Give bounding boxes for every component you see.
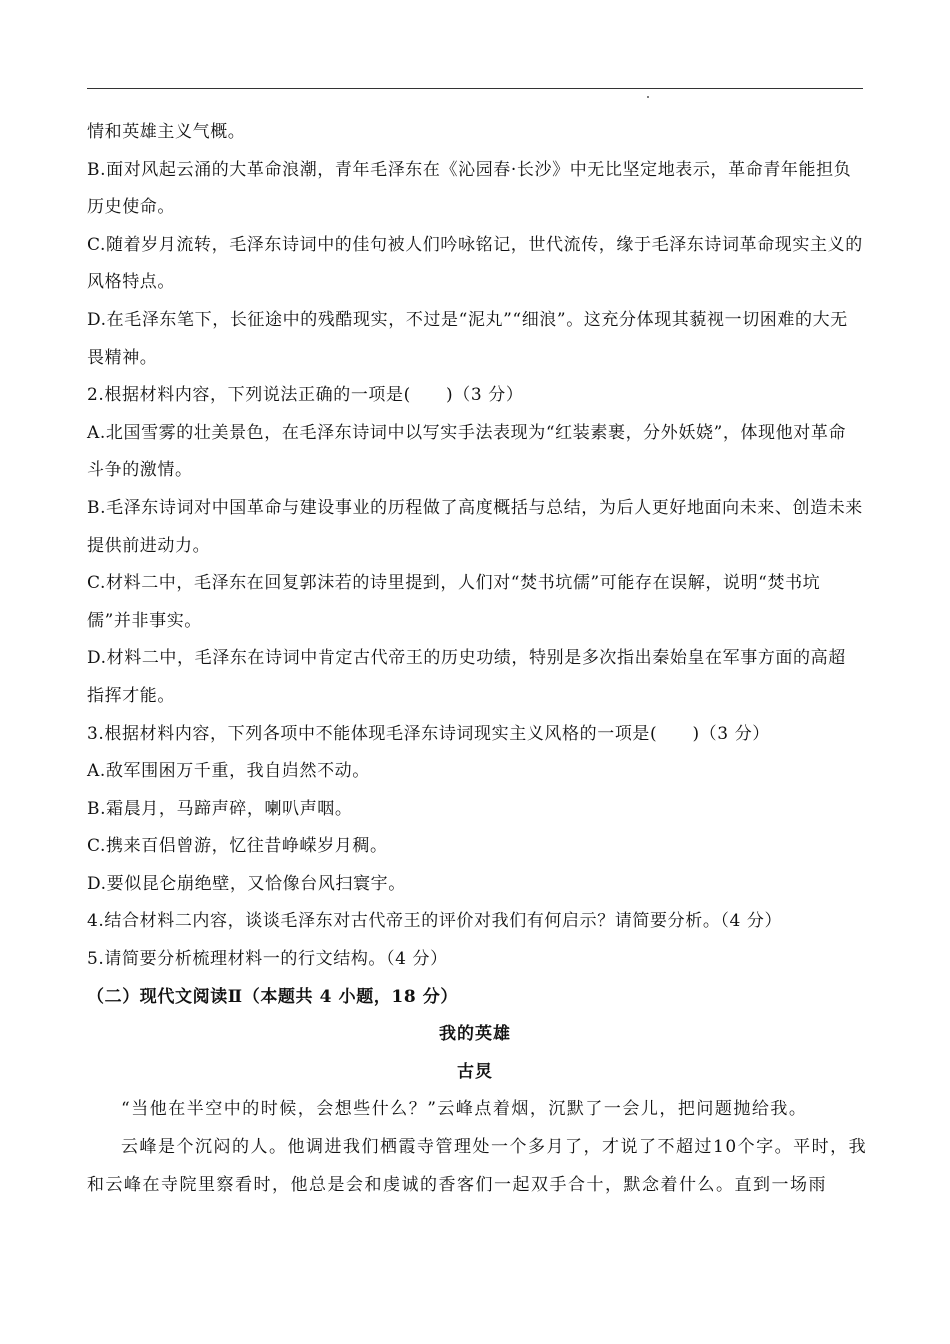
q3-option-d: D.要似昆仑崩绝壁，又恰像台风扫寰宇。 <box>87 873 406 894</box>
story-title: 我的英雄 <box>439 1024 511 1045</box>
q2-option-b: B.毛泽东诗词对中国革命与建设事业的历程做了高度概括与总结，为后人更好地面向未来、创造未来提供前进动力。 <box>87 497 863 556</box>
story-paragraph-1: “当他在半空中的时候，会想些什么？”云峰点着烟，沉默了一会儿，把问题抛给我。 <box>121 1099 808 1120</box>
q3-option-b: B.霜晨月，马蹄声碎，喇叭声咽。 <box>87 798 353 819</box>
story-author: 古炅 <box>457 1061 493 1082</box>
q2-option-c: C.材料二中，毛泽东在回复郭沫若的诗里提到，人们对“焚书坑儒”可能存在误解，说明“焚书坑儒”并非事实。 <box>87 573 821 631</box>
q5-stem: 5.请简要分析梳理材料一的行文结构。（4 分） <box>87 949 448 970</box>
q3-stem: 3.根据材料内容，下列各项中不能体现毛泽东诗词现实主义风格的一项是( )（3 分） <box>87 723 770 744</box>
q2-option-a: A.北国雪雾的壮美景色，在毛泽东诗词中以写实手法表现为“红装素裹，分外妖娆”，体现他对革命斗争的激情。 <box>87 422 847 481</box>
q2-stem: 2.根据材料内容，下列说法正确的一项是( )（3 分） <box>87 385 524 406</box>
header-dot <box>647 96 649 98</box>
section-title: （二）现代文阅读Ⅱ（本题共 4 小题，18 分） <box>87 986 458 1007</box>
q1-option-d: D.在毛泽东笔下，长征途中的残酷现实，不过是“泥丸”“细浪”。这充分体现其藐视一切困难的大无畏精神。 <box>87 309 848 368</box>
header-rule <box>87 88 863 89</box>
q3-option-a: A.敌军围困万千重，我自岿然不动。 <box>87 761 370 782</box>
q2-option-d: D.材料二中，毛泽东在诗词中肯定古代帝王的历史功绩，特别是多次指出秦始皇在军事方面的高超指挥才能。 <box>87 648 846 706</box>
q4-stem: 4.结合材料二内容，谈谈毛泽东对古代帝王的评价对我们有何启示？请简要分析。（4 分） <box>87 911 783 932</box>
story-paragraph-2: 云峰是个沉闷的人。他调进我们栖霞寺管理处一个多月了，才说了不超过10个字。平时，我和云峰在寺院里察看时，他总是会和虔诚的香客们一起双手合十，默念着什么。直到一场雨 <box>87 1137 868 1195</box>
q3-option-c: C.携来百侣曾游，忆往昔峥嵘岁月稠。 <box>87 836 388 857</box>
q1-option-c: C.随着岁月流转，毛泽东诗词中的佳句被人们吟咏铭记，世代流传，缘于毛泽东诗词革命现实主义的风格特点。 <box>87 234 863 293</box>
document-body <box>87 114 868 1204</box>
q1-option-b: B.面对风起云涌的大革命浪潮，青年毛泽东在《沁园春·长沙》中无比坚定地表示，革命青年能担负历史使命。 <box>87 159 852 218</box>
q1-option-a-tail: 情和英雄主义气概。 <box>87 122 246 142</box>
